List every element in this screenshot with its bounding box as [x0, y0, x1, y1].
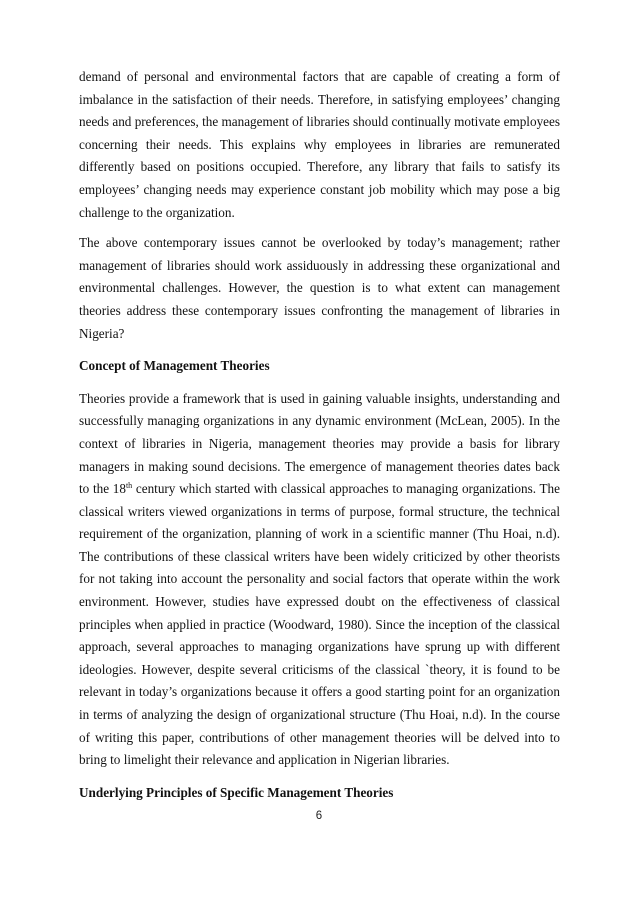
paragraph-contemporary-issues: The above contemporary issues cannot be overlooked by today’s management; rather management of libraries should work assiduously in addressing these organizational and environmental challenges. However, the question is to what extent can management theories address these contemporary issues confronting the management of libraries in Nigeria?: [79, 235, 560, 341]
document-page: [79, 66, 560, 804]
section-heading-concept: Concept of Management Theories: [79, 358, 270, 374]
paragraph-theories-part-2: century which started with classical approaches to managing organizations. The classical writers viewed organizations in terms of purpose, formal structure, the technical requirement of the organization, planning of work in a scientific manner (Thu Hoai, n.d). The contributions of these classical writers have been widely criticized by other theorists for not taking into account the personality and social factors that operate within the work environment. However, studies have expressed doubt on the effectiveness of classical principles when applied in practice (Woodward, 1980). Since the inception of the classical approach, several approaches to managing organizations have sprung up with different ideologies. However, despite several criticisms of the classical `theory, it is found to be relevant in today’s organizations because it offers a good starting point for an organization in terms of analyzing the design of organizational structure (Thu Hoai, n.d). In the course of writing this paper, contributions of other management theories will be delved into to bring to limelight their relevance and application in Nigerian libraries.: [79, 481, 560, 768]
superscript-ordinal: th: [125, 481, 133, 491]
paragraph-employee-needs: demand of personal and environmental factors that are capable of creating a form of imbalance in the satisfaction of their needs. Therefore, in satisfying employees’ changing needs and preferences, the management of libraries should continually motivate employees concerning their needs. This explains why employees in libraries are remunerated differently based on positions occupied. Therefore, any library that fails to satisfy its employees’ changing needs may experience constant job mobility which may pose a big challenge to the organization.: [79, 69, 560, 220]
paragraph-theories: [79, 388, 560, 772]
paragraph-theories-part-1: Theories provide a framework that is used in gaining valuable insights, understanding and successfully managing organizations in any dynamic environment (McLean, 2005). In the context of libraries in Nigeria, management theories may provide a basis for library managers in making sound decisions. The emergence of management theories dates back to the 18: [79, 390, 560, 497]
page-number: 6: [315, 810, 323, 822]
section-heading-principles: Underlying Principles of Specific Management Theories: [79, 784, 394, 800]
